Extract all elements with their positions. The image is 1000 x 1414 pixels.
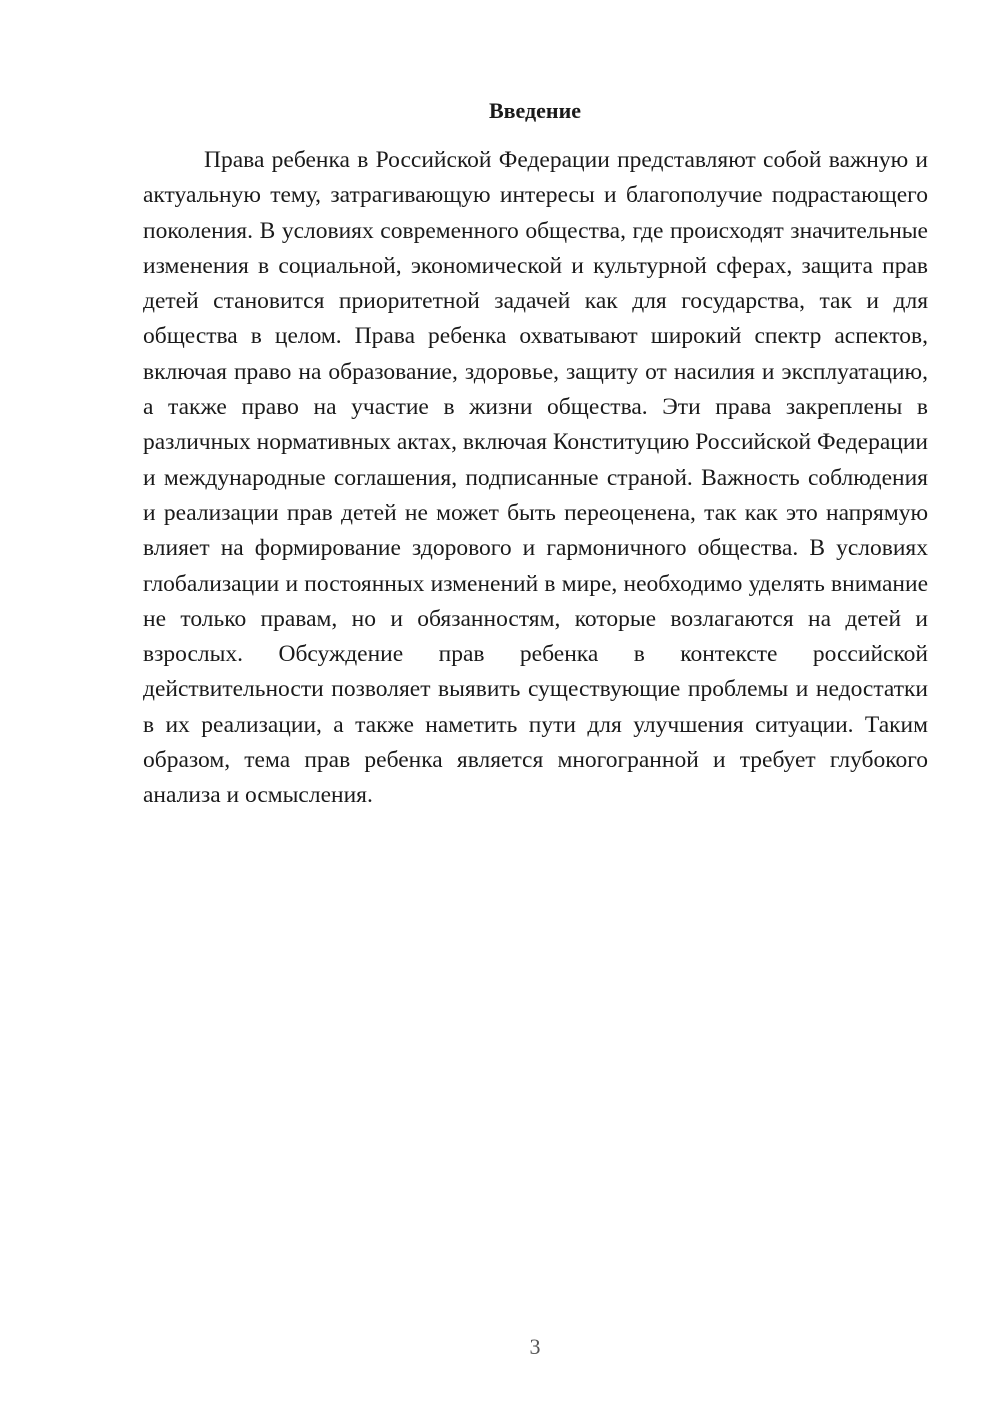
page-number: 3 xyxy=(529,1334,541,1359)
body-paragraph: Права ребенка в Российской Федерации представляют собой важную и актуальную тему, затрагивающую интересы и благополучие подрастающего поколения. В условиях современного общества, где происходят значительные изменения в социальной, экономической и культурной сферах, защита прав детей становится приоритетной задачей как для государства, так и для общества в целом. Права ребенка охватывают широкий спектр аспектов, включая право на образование, здоровье, защиту от насилия и эксплуатацию, а также право на участие в жизни общества. Эти права закреплены в различных нормативных актах, включая Конституцию Российской Федерации и международные соглашения, подписанные страной. Важность соблюдения и реализации прав детей не может быть переоценена, так как это напрямую влияет на формирование здорового и гармоничного общества. В условиях глобализации и постоянных изменений в мире, необходимо уделять внимание не только правам, но и обязанностям, которые возлагаются на детей и взрослых. Обсуждение прав ребенка в контексте российской действительности позволяет выявить существующие проблемы и недостатки в их реализации, а также наметить пути для улучшения ситуации. Таким образом, тема прав ребенка является многогранной и требует глубокого анализа и осмысления. xyxy=(143,147,928,809)
section-heading: Введение xyxy=(488,98,582,123)
